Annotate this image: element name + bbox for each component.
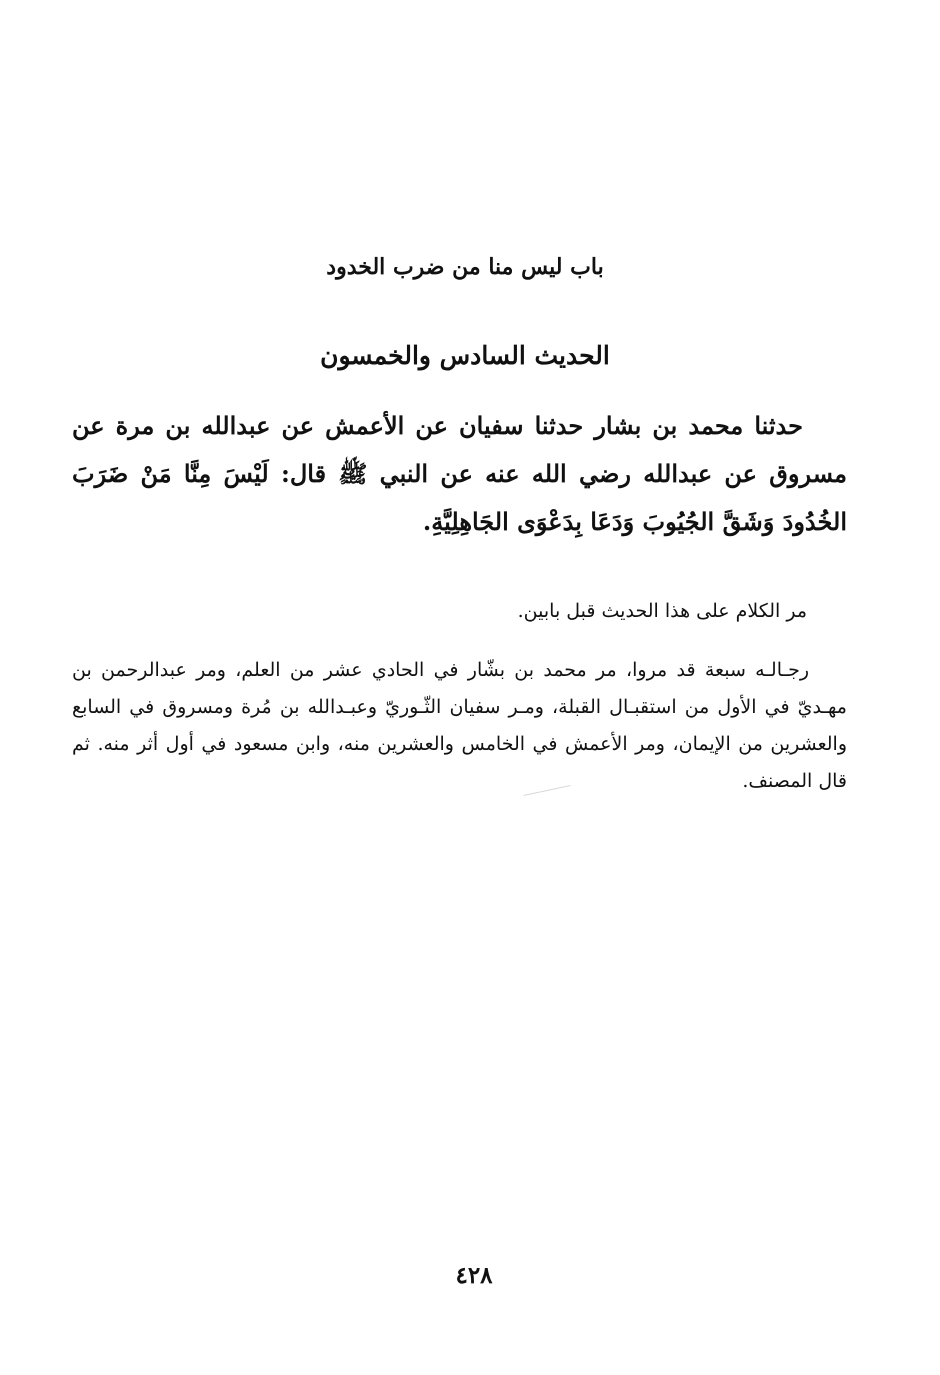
page-number: ٤٢٨	[455, 1262, 493, 1289]
hadith-text: حدثنا محمد بن بشار حدثنا سفيان عن الأعمش عن عبدالله بن مرة عن مسروق عن عبدالله رضي الله عنه عن النبي ﷺ قال: لَيْسَ مِنَّا مَنْ ضَرَبَ الخُدُودَ وَشَقَّ الجُيُوبَ وَدَعَا بِدَعْوَى الجَاهِلِيَّةِ.	[72, 411, 847, 536]
commentary-intro: مر الكلام على هذا الحديث قبل بابين.	[517, 600, 807, 622]
hadith-heading: الحديث السادس والخمسون	[320, 341, 610, 370]
chapter-title: باب ليس منا من ضرب الخدود	[326, 254, 604, 280]
commentary-body: رجـالـه سبعة قد مروا، مر محمد بن بشّار في الحادي عشر من العلم، ومر عبدالرحمن بن مهـديّ في الأول من استقبـال القبلة، ومـر سفيان الثّـوريّ وعبـدالله بن مُرة ومسروق في السابع والعشرين من الإيمان، ومر الأعمش في الخامس والعشرين منه، وابن مسعود في أول أثر منه. ثم قال المصنف.	[72, 659, 847, 792]
